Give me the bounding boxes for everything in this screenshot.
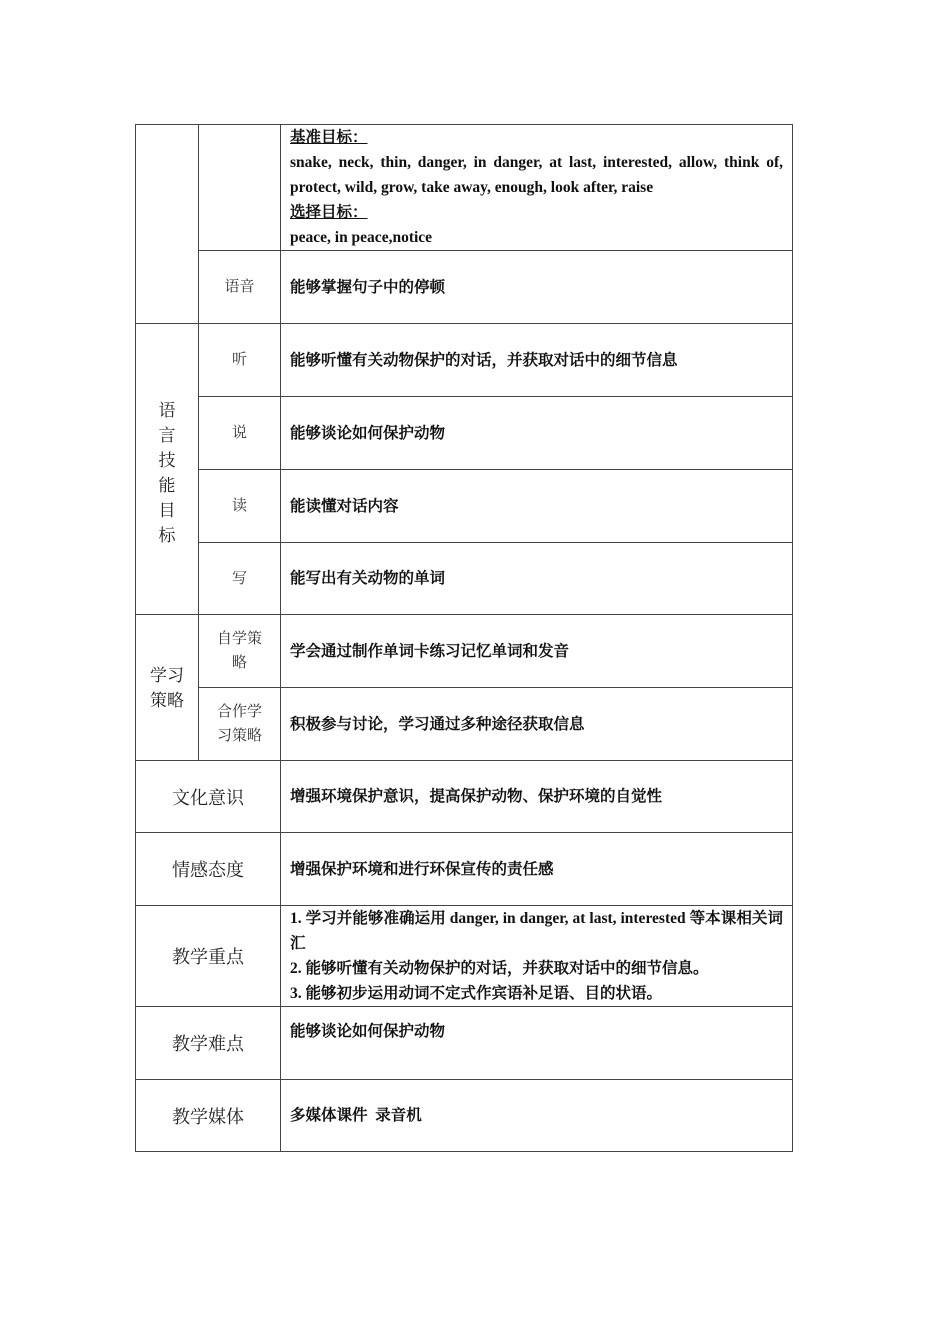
key-points-content [281, 906, 793, 1007]
phonetics-row [136, 251, 793, 324]
difficulties-label: 教学难点 [136, 1007, 281, 1080]
key-points-row [136, 906, 793, 1007]
strategy-category-line2: 策略 [150, 690, 184, 710]
emotion-row [136, 833, 793, 906]
optional-target-heading: 选择目标： [290, 204, 368, 221]
reading-label: 读 [199, 470, 281, 543]
phonetics-label: 语音 [199, 251, 281, 324]
empty-subcategory-cell [199, 125, 281, 251]
media-label: 教学媒体 [136, 1080, 281, 1152]
culture-label: 文化意识 [136, 761, 281, 833]
skills-char: 言 [158, 426, 176, 445]
vocab-content-cell [281, 125, 793, 251]
writing-label: 写 [199, 543, 281, 615]
coop-study-content: 积极参与讨论，学习通过多种途径获取信息 [281, 688, 793, 761]
media-content: 多媒体课件 录音机 [281, 1080, 793, 1152]
emotion-label: 情感态度 [136, 833, 281, 906]
key-point-item: 2. 能够听懂有关动物保护的对话，并获取对话中的细节信息。 [290, 960, 709, 977]
writing-content: 能写出有关动物的单词 [281, 543, 793, 615]
listening-content: 能够听懂有关动物保护的对话，并获取对话中的细节信息 [281, 324, 793, 397]
skills-char: 能 [158, 476, 176, 495]
media-row [136, 1080, 793, 1152]
self-study-label-line1: 自学策 [216, 631, 262, 647]
strategy-category-cell [136, 615, 199, 761]
difficulties-content: 能够谈论如何保护动物 [281, 1007, 793, 1080]
reading-row [136, 470, 793, 543]
skills-char: 语 [158, 401, 176, 420]
key-points-label: 教学重点 [136, 906, 281, 1007]
skills-char: 目 [158, 501, 176, 520]
empty-category-cell [136, 125, 199, 324]
basic-target-words: snake, neck, thin, danger, in danger, at last, interested, allow, think of, protect, wild, grow, take away, enough, look after, raise [290, 154, 783, 196]
coop-study-row [136, 688, 793, 761]
self-study-label [199, 615, 281, 688]
coop-study-label [199, 688, 281, 761]
self-study-row [136, 615, 793, 688]
culture-row [136, 761, 793, 833]
listening-row [136, 324, 793, 397]
speaking-row [136, 397, 793, 470]
difficulties-row [136, 1007, 793, 1080]
emotion-content: 增强保护环境和进行环保宣传的责任感 [281, 833, 793, 906]
culture-content: 增强环境保护意识，提高保护动物、保护环境的自觉性 [281, 761, 793, 833]
speaking-content: 能够谈论如何保护动物 [281, 397, 793, 470]
coop-study-label-line1: 合作学 [216, 704, 262, 720]
self-study-content: 学会通过制作单词卡练习记忆单词和发音 [281, 615, 793, 688]
coop-study-label-line2: 习策略 [216, 728, 262, 744]
vocab-row [136, 125, 793, 251]
phonetics-content: 能够掌握句子中的停顿 [281, 251, 793, 324]
skills-char: 标 [158, 526, 176, 545]
optional-target-words: peace, in peace,notice [290, 229, 433, 246]
basic-target-heading: 基准目标： [290, 129, 368, 146]
strategy-category-line1: 学习 [150, 665, 184, 685]
key-point-item: 3. 能够初步运用动词不定式作宾语补足语、目的状语。 [290, 985, 663, 1002]
skills-category-cell [136, 324, 199, 615]
reading-content: 能读懂对话内容 [281, 470, 793, 543]
skills-char: 技 [158, 451, 176, 470]
writing-row [136, 543, 793, 615]
speaking-label: 说 [199, 397, 281, 470]
self-study-label-line2: 略 [231, 655, 247, 671]
key-point-item: 1. 学习并能够准确运用 danger, in danger, at last, interested 等本课相关词汇 [290, 910, 783, 952]
lesson-plan-table [135, 124, 793, 1152]
listening-label: 听 [199, 324, 281, 397]
